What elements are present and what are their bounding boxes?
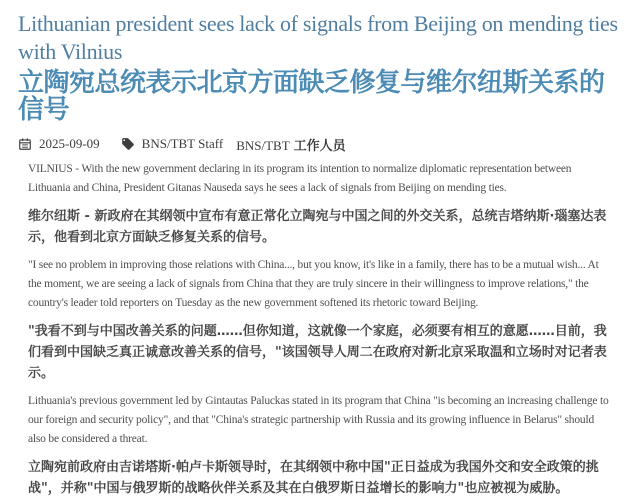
tag-icon bbox=[121, 137, 135, 151]
calendar-icon bbox=[18, 137, 32, 151]
author-chinese-latin: BNS/TBT bbox=[236, 137, 290, 153]
author-english: BNS/TBT Staff bbox=[141, 136, 224, 151]
paragraph-chinese-2: "我看不到与中国改善关系的问题……但你知道，这就像一个家庭，必须要有相互的意愿……目前，我们看到中国缺乏真正诚意改善关系的信号，"该国领导人周二在政府对新北京采取温和立场时对记者表示。 bbox=[28, 324, 607, 381]
article-meta-row bbox=[18, 136, 622, 152]
article-title-chinese: 立陶宛总统表示北京方面缺乏修复与维尔纽斯关系的信号 bbox=[18, 68, 605, 125]
paragraph-english-3: Lithuania's previous government led by Gintautas Paluckas stated in its program that China "is becoming an increasing challenge to our foreign and security policy", and that "China's strategic partnership with Russia and its growing influence in Belarus" should also be considered a threat. bbox=[28, 395, 609, 445]
publish-date: 2025-09-09 bbox=[39, 136, 100, 151]
author-chinese-cjk: 工作人员 bbox=[293, 138, 346, 154]
article-title-english: Lithuanian president sees lack of signals from Beijing on mending ties with Vilnius bbox=[18, 11, 618, 64]
paragraph-chinese-1: 维尔纽斯 - 新政府在其纲领中宣布有意正常化立陶宛与中国之间的外交关系，总统吉塔纳斯·瑙塞达表示，他看到北京方面缺乏修复关系的信号。 bbox=[28, 209, 607, 245]
paragraph-english-1: VILNIUS - With the new government declaring in its program its intention to normalize diplomatic representation between Lithuania and China, President Gitanas Nauseda says he sees a lack of signals from Beijing on mending ties. bbox=[28, 163, 572, 194]
article-body bbox=[18, 160, 622, 499]
paragraph-chinese-3: 立陶宛前政府由吉诺塔斯·帕卢卡斯领导时，在其纲领中称中国"正日益成为我国外交和安全政策的挑战"，并称"中国与俄罗斯的战略伙伴关系及其在白俄罗斯日益增长的影响力"也应被视为威胁。 bbox=[28, 460, 599, 496]
author-chinese bbox=[236, 135, 345, 154]
paragraph-english-2: "I see no problem in improving those relations with China..., but you know, it's like in a family, there has to be a mutual wish... At the moment, we are seeing a lack of signals from China that they are truly sincere in their willingness to improve relations," the country's leader told reporters on Tuesday as the new government softened its rhetoric toward Beijing. bbox=[28, 259, 599, 309]
